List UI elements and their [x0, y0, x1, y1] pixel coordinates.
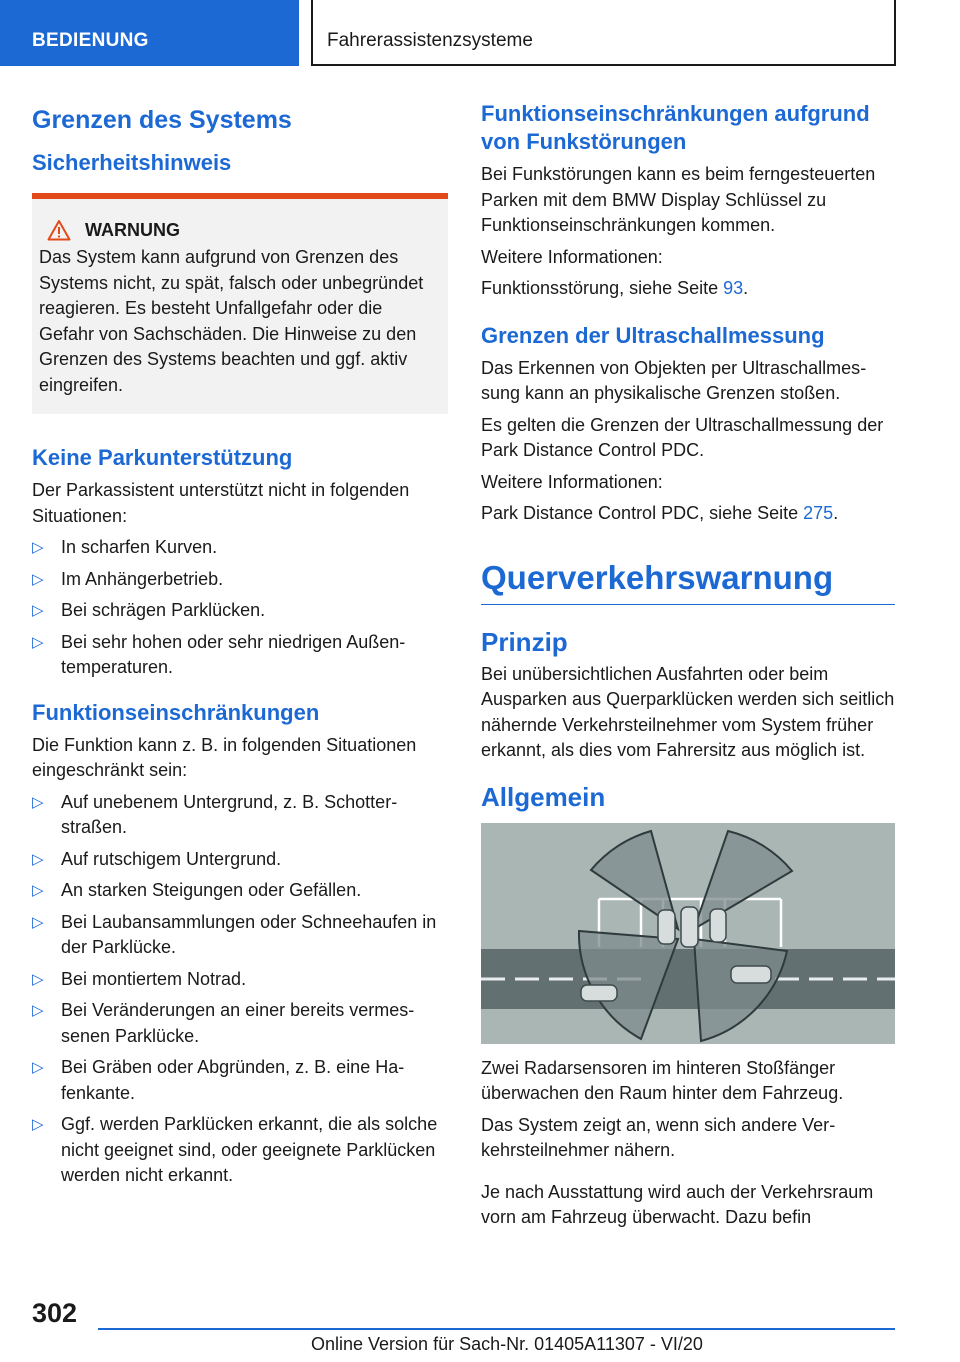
paragraph: Je nach Ausstattung wird auch der Verkehrsraum vorn am Fahrzeug überwacht. Dazu befin — [481, 1181, 874, 1227]
page-header — [0, 0, 960, 66]
heading-safety-note: Sicherheitshinweis — [32, 150, 232, 175]
triangle-right-icon: ▷ — [32, 1059, 44, 1076]
paragraph: Die Funktion kann z. B. in folgenden Situationen eingeschränkt sein: — [32, 734, 417, 780]
right-column — [481, 100, 895, 1237]
list-item: ▷ Bei montiertem Notrad. — [32, 967, 448, 993]
section-tab[interactable]: BEDIENUNG — [0, 0, 299, 66]
cross-reference: Park Distance Control PDC, siehe Seite 275. — [481, 503, 839, 523]
heading-general: Allgemein — [481, 781, 606, 812]
page-link[interactable]: 275 — [803, 503, 834, 523]
list-item: ▷ Bei schrägen Parklücken. — [32, 598, 448, 624]
paragraph: Zwei Radarsensoren im hinteren Stoßfänger überwachen den Raum hinter dem Fahrzeug. — [481, 1057, 844, 1103]
page-number: 302 — [32, 1298, 78, 1328]
heading-no-park-support: Keine Parkunterstützung — [32, 445, 293, 470]
list-item: ▷ Bei Gräben oder Abgründen, z. B. eine Hafenkante. — [32, 1057, 405, 1103]
footer-online-version: Online Version für Sach-Nr. 01405A11307 - VI/20 — [311, 1334, 703, 1354]
paragraph: Bei Funkstörungen kann es beim ferngesteuerten Parken mit dem BMW Display Schlüssel zu Funktionseinschränkungen kommen. — [481, 164, 876, 235]
cross-traffic-illustration — [481, 823, 895, 1044]
list-item: ▷ Bei sehr hohen oder sehr niedrigen Außentemperaturen. — [32, 631, 406, 677]
footer-rule — [98, 1328, 895, 1330]
list-item: ▷ Auf unebenem Untergrund, z. B. Schotterstraßen. — [32, 791, 398, 837]
list-item: ▷ Ggf. werden Parklücken erkannt, die als solche nicht geeignet sind, oder geeignete Parklücken werden nicht erkannt. — [32, 1114, 438, 1185]
list-item: ▷ Bei Veränderungen an einer bereits vermessenen Parklücke. — [32, 1000, 415, 1046]
list-item: ▷ Im Anhängerbetrieb. — [32, 567, 448, 593]
no-park-list — [32, 535, 448, 681]
triangle-right-icon: ▷ — [32, 970, 44, 988]
triangle-right-icon: ▷ — [32, 850, 44, 868]
left-column — [32, 100, 448, 1201]
page-link[interactable]: 93 — [723, 278, 744, 298]
heading-radio-interference: Funktionseinschränkungen aufgrund von Funkstörungen — [481, 101, 870, 154]
list-item: ▷ Auf rutschigem Untergrund. — [32, 847, 448, 873]
list-item: ▷ An starken Steigungen oder Gefällen. — [32, 878, 448, 904]
list-item: ▷ Bei Laubansammlungen oder Schneehaufen in der Parklücke. — [32, 911, 437, 957]
triangle-right-icon: ▷ — [32, 793, 44, 811]
paragraph: Es gelten die Grenzen der Ultraschallmessung der Park Distance Control PDC. — [481, 414, 884, 460]
heading-function-limits: Funktionseinschränkungen — [32, 699, 320, 725]
warning-label: WARNUNG — [85, 219, 180, 240]
paragraph: Weitere Informationen: — [481, 471, 663, 492]
chapter-title: Fahrerassistenzsysteme — [311, 0, 896, 66]
triangle-right-icon: ▷ — [32, 913, 44, 931]
warning-text: Das System kann aufgrund von Grenzen des Systems nicht, zu spät, falsch oder unbegründet reagieren. Es besteht Unfallgefahr oder die Gefahr von Sachschäden. Die Hinweise zu den Grenzen des Systems beachten und ggf. aktiv eingreifen. — [39, 247, 424, 395]
triangle-right-icon: ▷ — [32, 1002, 44, 1019]
function-limits-list — [32, 790, 448, 1189]
triangle-right-icon: ▷ — [32, 570, 44, 588]
heading-ultrasound-limits: Grenzen der Ultraschallmessung — [481, 322, 825, 348]
triangle-right-icon: ▷ — [32, 1116, 44, 1133]
paragraph: Das Erkennen von Objekten per Ultraschallmessung kann an physikalische Grenzen stoßen. — [481, 357, 867, 403]
triangle-right-icon: ▷ — [32, 539, 44, 556]
heading-system-limits: Grenzen des Systems — [32, 106, 292, 134]
warning-triangle-icon — [47, 219, 71, 241]
paragraph: Weitere Informationen: — [481, 246, 663, 267]
warning-box — [32, 193, 448, 414]
paragraph: Das System zeigt an, wenn sich andere Verkehrsteilnehmer nähern. — [481, 1114, 836, 1160]
paragraph: Der Parkassistent unterstützt nicht in folgenden Situationen: — [32, 480, 410, 526]
warning-title — [39, 219, 434, 241]
heading-cross-traffic-warning: Querverkehrswarnung — [481, 559, 895, 605]
triangle-right-icon: ▷ — [32, 633, 44, 651]
triangle-right-icon: ▷ — [32, 882, 44, 899]
heading-principle: Prinzip — [481, 626, 568, 657]
triangle-right-icon: ▷ — [32, 602, 44, 619]
cross-reference: Funktionsstörung, siehe Seite 93. — [481, 278, 749, 298]
paragraph: Bei unübersichtlichen Ausfahrten oder beim Ausparken aus Querparklücken werden sich seitlich nähernde Verkehrsteilnehmer vom System früher erkannt, als dies vom Fahrersitz aus möglich ist. — [481, 663, 895, 760]
list-item: ▷ In scharfen Kurven. — [32, 535, 448, 561]
